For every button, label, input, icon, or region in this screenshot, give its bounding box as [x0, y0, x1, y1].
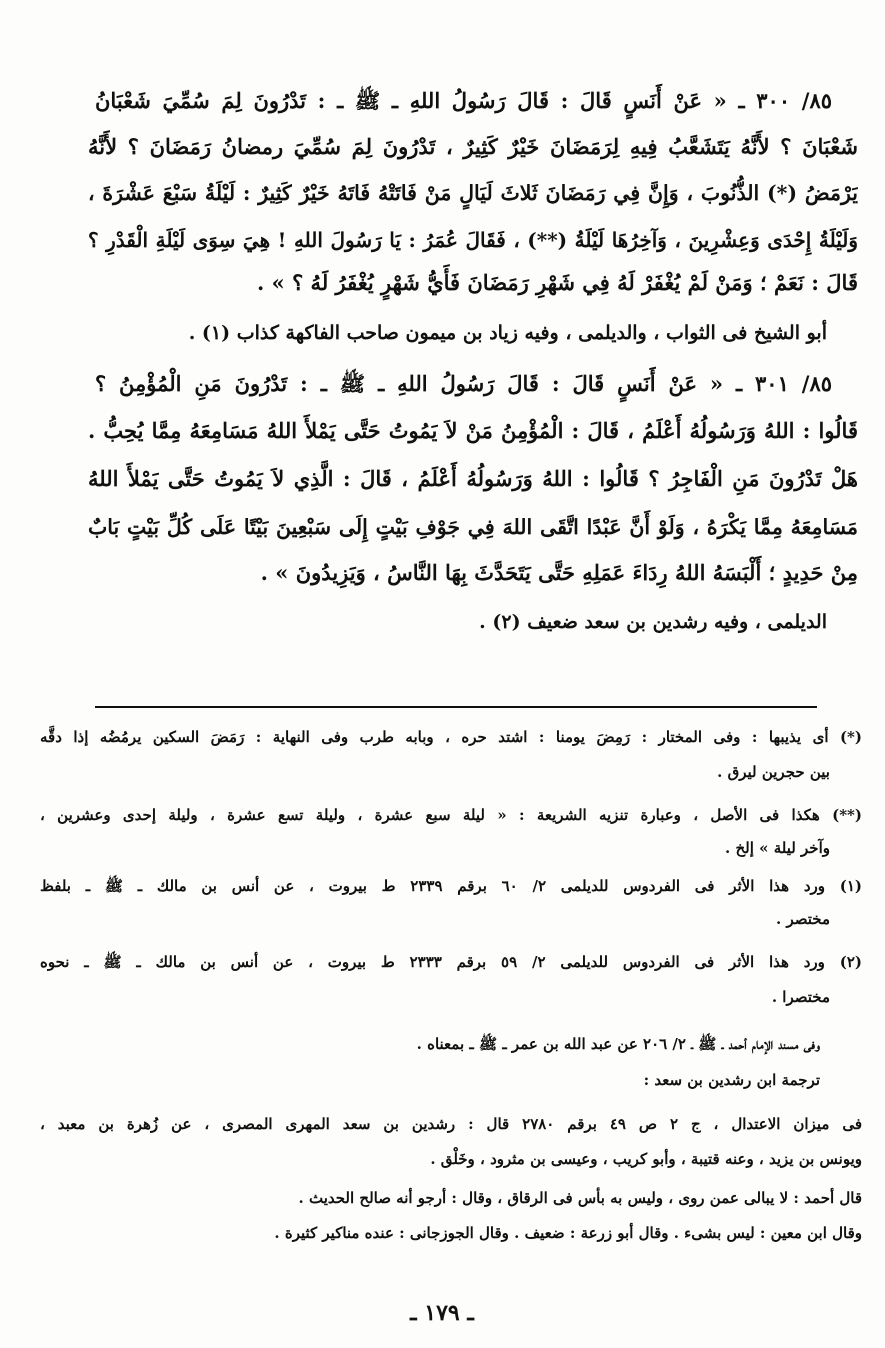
hadith-300-line: ٨٥/ ٣٠٠ ـ « عَنْ أَنَسٍ قَالَ : قَالَ رَسُولُ اللهِ ـ ﷺ ـ : تَدْرُونَ لِمَ سُمِّيَ شَعْبَانُ — [95, 88, 832, 113]
hadith-301-line: هَلْ تَدْرُونَ مَنِ الْفَاجِرُ ؟ قَالُوا : اللهُ وَرَسُولُهُ أَعْلَمُ ، قَالَ : الَّذِي لاَ يَمُوتُ حَتَّى يَمْلأَ اللهُ — [88, 466, 858, 491]
footnote-line: وآخر ليلة » إلخ . — [725, 839, 830, 857]
hadith-301-line: مَسَامِعَهُ مِمَّا يَكْرَهُ ، وَلَوْ أَنَّ عَبْدًا اتَّقَى اللهَ فِي جَوْفِ بَيْتٍ إِلَى سَبْعِينَ بَيْتًا عَلَى كُلِّ بَيْتٍ بَابٌ — [88, 515, 858, 539]
footnote-line: ترجمة ابن رشدين بن سعد : — [643, 1071, 820, 1089]
page-number: ـ ١٧٩ ـ — [410, 1300, 474, 1326]
hadith-301-line: مِنْ حَدِيدٍ ؛ أَلْبَسَهُ اللهُ رِدَاءَ عَمَلِهِ حَتَّى يَتَحَدَّثَ بِهَا النَّاسُ ، وَيَزِيدُونَ » . — [260, 560, 858, 585]
footnote-line: قال أحمد : لا يبالى عمن روى ، وليس به بأس فى الرقاق ، وقال : أرجو أنه صالح الحديث . — [298, 1189, 862, 1207]
hadith-300-line: وَلَيْلَةُ إِحْدَى وَعِشْرِينَ ، وَآخِرُهَا لَيْلَةُ (**) ، فَقَالَ عُمَرُ : يَا رَسُولَ اللهِ ! هِيَ سِوَى لَيْلَةِ الْقَدْرِ ؟ — [88, 228, 858, 252]
footnote-line: وقال ابن معين : ليس بشىء . وقال أبو زرعة : ضعيف . وقال الجوزجانى : عنده مناكير كثيرة . — [274, 1224, 862, 1242]
footnote-line: ويونس بن يزيد ، وعنه قتيبة ، وأبو كريب ، وعيسى بن مثرود ، وخَلْق . — [430, 1150, 862, 1168]
footnote-line: وفى مسند الإمام أحمد ـ ﷺ ـ ٢/ ٢٠٦ عن عبد الله بن عمر ـ ﷺ ـ بمعناه . — [416, 1035, 820, 1053]
footnote-line: (١) ورد هذا الأثر فى الفردوس للديلمى ٢/ ٦٠ برقم ٢٣٣٩ ط بيروت ، عن أنس بن مالك ـ ﷺ ـ بلفظ — [40, 877, 862, 895]
hadith-300-source: أبو الشيخ فى الثواب ، والديلمى ، وفيه زياد بن ميمون صاحب الفاكهة كذاب (١) . — [188, 322, 827, 344]
footnote-line: (٢) ورد هذا الأثر فى الفردوس للديلمى ٢/ ٥٩ برقم ٢٣٣٣ ط بيروت ، عن أنس بن مالك ـ ﷺ ـ نحوه — [40, 953, 862, 971]
footnote-line: مختصر . — [776, 910, 830, 928]
footnote-line: (**) هكذا فى الأصل ، وعبارة تنزيه الشريعة : « ليلة سبع عشرة ، وليلة تسع عشرة ، وليلة إحدى وعشرين ، — [40, 806, 862, 824]
hadith-300-line: قَالَ : نَعَمْ ؛ وَمَنْ لَمْ يُغْفَرْ لَهُ فِي شَهْرِ رَمَضَانَ فَأَيُّ شَهْرٍ يُغْفَرُ لَهُ ؟ » . — [257, 270, 858, 295]
footnote-line: (*) أى يذيبها : وفى المختار : رَمِضَ يومنا : اشتد حره ، وبابه طرب وفى النهاية : رَمَضَ السكين يرمُضُه إذا دقَّه — [40, 728, 862, 746]
hadith-300-line: يَرْمَضُ (*) الذُّنُوبَ ، وَإِنَّ فِي رَمَضَانَ ثَلاثَ لَيَالٍ مَنْ فَاتَتْهُ فَاتَهُ خَيْرٌ كَثِيرٌ : لَيْلَةُ سَبْعَ عَشْرَةَ ، — [88, 181, 858, 205]
footnote-divider — [95, 706, 817, 708]
hadith-301-source: الديلمى ، وفيه رشدين بن سعد ضعيف (٢) . — [479, 611, 827, 633]
footnote-line: بين حجرين ليرق . — [717, 763, 830, 781]
footnote-line: مختصرا . — [771, 988, 830, 1006]
footnote-line: فى ميزان الاعتدال ، ج ٢ ص ٤٩ برقم ٢٧٨٠ قال : رشدين بن سعد المهرى المصرى ، عن زُهرة بن معبد ، — [40, 1115, 862, 1133]
hadith-301-line: ٨٥/ ٣٠١ ـ « عَنْ أَنَسٍ قَالَ : قَالَ رَسُولُ اللهِ ـ ﷺ ـ : تَدْرُونَ مَنِ الْمُؤْمِنُ ؟ — [95, 371, 832, 396]
hadith-300-line: شَعْبَانَ ؟ لأَنَّهُ يَتَشَعَّبُ فِيهِ لِرَمَضَانَ خَيْرٌ كَثِيرٌ ، تَدْرُونَ لِمَ سُمِّيَ رمضانُ رَمَضَانَ ؟ لأَنَّهُ — [88, 134, 858, 159]
hadith-301-line: قَالُوا : اللهُ وَرَسُولُهُ أَعْلَمُ ، قَالَ : الْمُؤْمِنُ مَنْ لاَ يَمُوتُ حَتَّى يَمْلأَ اللهُ مَسَامِعَهُ مِمَّا يُحِبُّ . — [88, 418, 858, 443]
